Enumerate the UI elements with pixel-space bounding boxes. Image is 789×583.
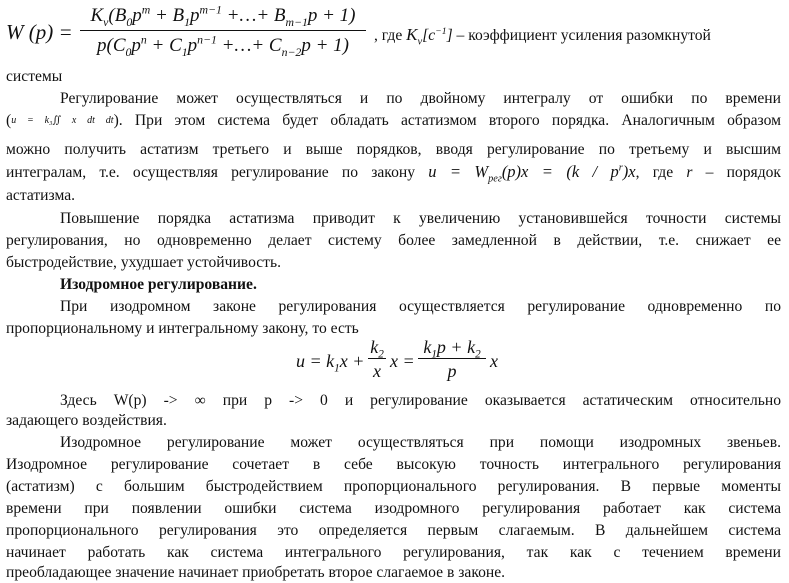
double-integral-formula: u = k₃∬ x dt dt (11, 115, 114, 126)
transfer-function-numerator: $K_v(B_0p^m + B_1p^{m-1}$ +…+ $B_{m-1}p + 1$) (90, 3, 356, 29)
paragraph-first-line: Здесь W(p) -> ∞ при p -> 0 и регулирование оказывается астатическим относительно (60, 392, 781, 409)
gain-definition (374, 25, 711, 48)
paragraph-first-line: Изодромное регулирование может осуществляться при помощи изодромных звеньев. (60, 434, 781, 451)
formula-lhs: W (p) = (6, 20, 73, 44)
transfer-function-denominator: $p(C_0p^n + C_1p^{n-1}$ +…+ $C_{n-2}p + 1$) (97, 34, 349, 60)
text-line: времени при появлении ошибки система изодромного регулирования работает как система (6, 500, 781, 517)
text-line-with-formula: интегралам, т.е. осуществляя регулирование по закону $u = W_{рег}(p)x = (k / p^r)x$, где r – порядок (6, 162, 781, 185)
text-line-with-formula: (u = k₃∬ x dt dt). При этом система будет обладать астатизмом второго порядка. Аналогичным образом (6, 112, 781, 129)
text-line: начинает работать как система интегрального регулирования, так как с течением времени (6, 544, 781, 561)
integral-term-fraction: $k_2$ x (368, 337, 386, 381)
transfer-function-fraction (80, 4, 366, 58)
fraction-bar (80, 30, 366, 31)
text-line: преобладающее значение начинает приобретать второе слагаемое в законе. (6, 564, 506, 581)
control-law-formula: $u = W_{рег}(p)x = (k / p^r)x$ (428, 162, 636, 185)
gain-description: – коэффициент усиления разомкнутой (452, 27, 711, 44)
text-line: регулирования, но одновременно делает систему более замедленной в действии, т.е. снижает ее (6, 232, 781, 249)
text-line: пропорциональному и интегральному закону, то есть (6, 320, 359, 337)
text-line: (астатизм) с большим быстродействием пропорционального регулирования. В первые моменты (6, 478, 781, 495)
paragraph-first-line: При изодромном законе регулирования осуществляется регулирование одновременно по (60, 298, 781, 315)
isodromic-law-formula: $u = k_1x$ + $k_2$ x x = $k_1p + k_2$ p x (296, 337, 498, 382)
text-line: астатизма. (6, 187, 76, 204)
text-line: системы (6, 68, 63, 85)
text-line: задающего воздействия. (6, 412, 167, 429)
kv-symbol: $K_v$ (406, 25, 423, 48)
text-line: пропорционального регулирования это определяется первым слагаемым. В дальнейшем система (6, 522, 781, 539)
text-line: можно получить астатизм третьего и выше порядков, вводя регулирование по третьему и высшим (6, 141, 781, 158)
text-line: Изодромное регулирование сочетает в себе высокую точность интегрального регулирования (6, 456, 781, 473)
paragraph-first-line: Регулирование может осуществляться и по двойному интегралу от ошибки по времени (60, 90, 781, 107)
section-heading: Изодромное регулирование. (60, 276, 257, 293)
combined-fraction: $k_1p + k_2$ p (418, 337, 486, 381)
paragraph-first-line: Повышение порядка астатизма приводит к увеличению установившейся точности системы (60, 210, 781, 227)
kv-unit: $[c^{-1}]$ (422, 25, 453, 44)
text-line: быстродействие, ухудшает устойчивость. (6, 254, 281, 271)
where-prefix: , где (374, 27, 407, 44)
